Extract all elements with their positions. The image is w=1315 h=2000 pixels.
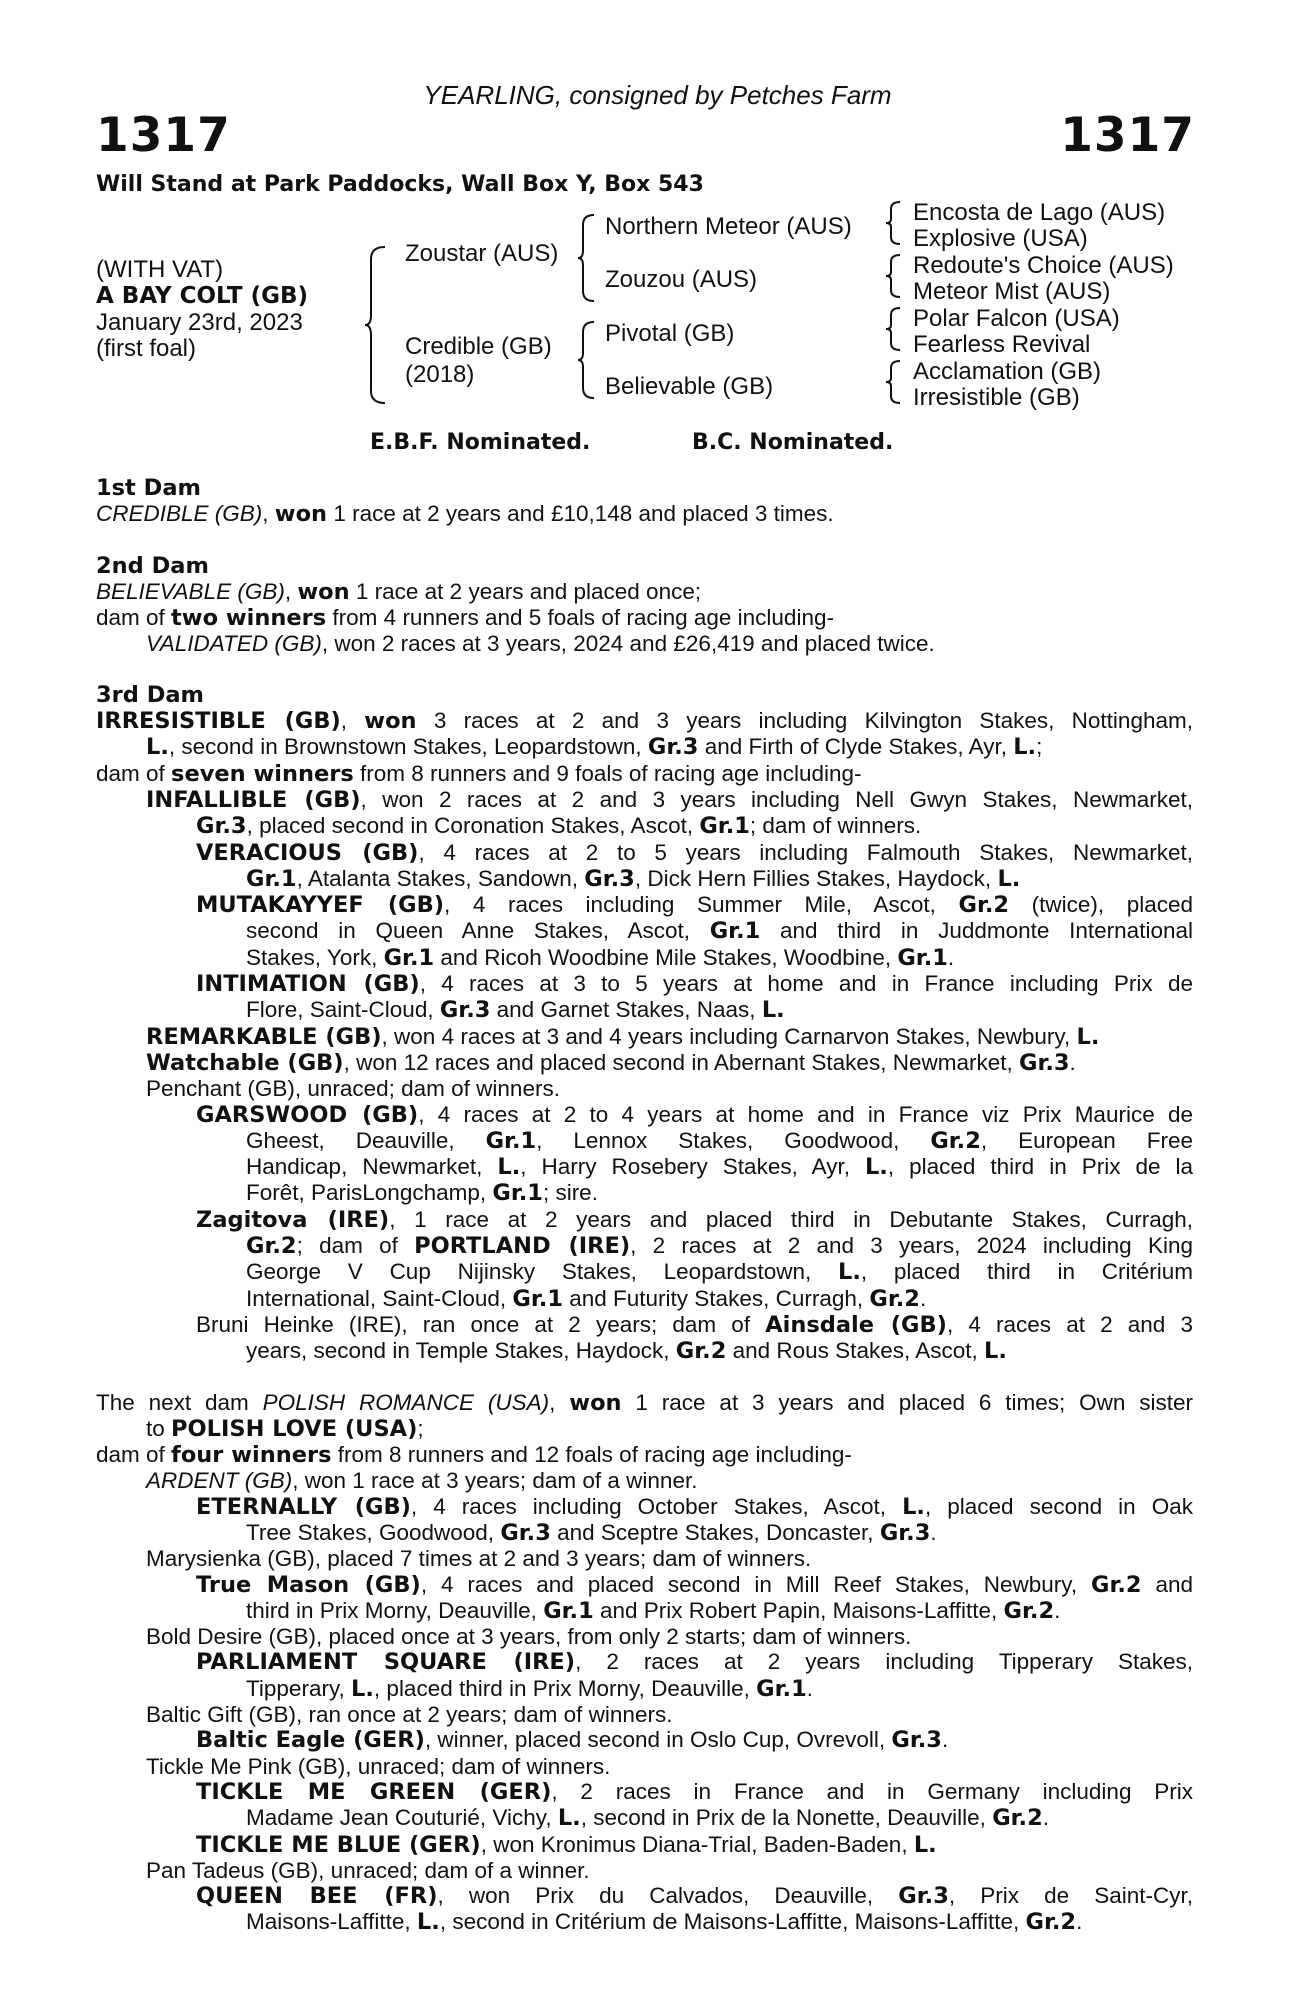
- text-run: to: [146, 1415, 172, 1441]
- text-run: .: [947, 944, 955, 970]
- text-run: and Garnet Stakes, Naas,: [490, 997, 762, 1023]
- bold-text: Baltic Eagle (GER): [196, 1727, 425, 1754]
- text-run: 3 races at 2 and 3 years including Kilvington Stakes, Nottingham,: [416, 708, 1193, 734]
- bold-text: seven winners: [171, 760, 354, 787]
- text-run: , second in Prix de la Nonette, Deauville,: [580, 1805, 993, 1831]
- bold-text: Gr.1: [699, 813, 750, 840]
- pedigree-brace-g3-2: [886, 253, 904, 299]
- text-run: .: [1076, 1909, 1083, 1935]
- pedigree-brace-dam: [578, 320, 600, 400]
- bold-text: L.: [761, 997, 785, 1024]
- body-line: [96, 1754, 1193, 1779]
- pedigree-dam-dam: Believable (GB): [605, 373, 774, 400]
- paragraph-gap: [96, 528, 1193, 553]
- section-title: 3rd Dam: [96, 681, 204, 708]
- catalogue-body: [96, 475, 1193, 1936]
- pedigree-g3-2: Explosive (USA): [913, 225, 1088, 252]
- text-run: Bruni Heinke (IRE), ran once at 2 years; dam of: [196, 1311, 766, 1337]
- bold-text: Gr.2: [1025, 1909, 1077, 1936]
- text-run: ,: [262, 501, 275, 527]
- body-line: [96, 708, 1193, 734]
- text-run: , placed third in Prix de la: [887, 1154, 1193, 1180]
- text-run: , winner, placed second in Oslo Cup, Ovrevoll,: [424, 1727, 892, 1753]
- text-run: , Dick Hern Fillies Stakes, Haydock,: [634, 865, 998, 891]
- bold-text: Gr.1: [543, 1597, 594, 1624]
- text-run: ;: [417, 1415, 424, 1441]
- pedigree-g3-8: Irresistible (GB): [913, 384, 1080, 411]
- text-run: , placed third in Critérium: [860, 1259, 1194, 1285]
- body-line: [96, 813, 1193, 839]
- text-run: 1 race at 2 years and placed once;: [349, 578, 702, 604]
- bold-text: MUTAKAYYEF (GB): [196, 892, 445, 919]
- pedigree-brace-g3-4: [886, 359, 904, 405]
- bold-text: four winners: [171, 1442, 332, 1469]
- text-run: , won Prix du Calvados, Deauville,: [437, 1883, 899, 1909]
- body-line: [96, 1128, 1193, 1154]
- text-run: dam of: [96, 760, 172, 786]
- italic-text: ARDENT (GB): [146, 1468, 293, 1494]
- bold-text: True Mason (GB): [196, 1571, 421, 1598]
- body-line: [96, 579, 1193, 605]
- text-run: from 4 runners and 5 foals of racing age including-: [326, 605, 834, 631]
- text-run: , second in Brownstown Stakes, Leopardstown,: [168, 734, 648, 760]
- pedigree-dam-year: (2018): [405, 361, 475, 388]
- pedigree-dam: Credible (GB): [405, 333, 552, 360]
- section-title: 2nd Dam: [96, 552, 209, 579]
- text-run: Handicap, Newmarket,: [246, 1154, 498, 1180]
- section-heading: [96, 682, 1193, 708]
- body-line: [96, 1883, 1193, 1909]
- pedigree-sire-sire: Northern Meteor (AUS): [605, 213, 852, 240]
- body-line: [96, 734, 1193, 760]
- body-line: [96, 1624, 1193, 1649]
- text-run: Flore, Saint-Cloud,: [246, 997, 440, 1023]
- text-run: .: [1054, 1597, 1061, 1623]
- pedigree-g3-4: Meteor Mist (AUS): [913, 278, 1111, 305]
- bold-text: Gr.1: [897, 944, 948, 971]
- bold-text: L.: [351, 1675, 374, 1702]
- bold-text: PORTLAND (IRE): [414, 1233, 631, 1260]
- body-line: [96, 1858, 1193, 1883]
- text-run: Penchant (GB), unraced; dam of winners.: [146, 1076, 560, 1102]
- bold-text: Ainsdale (GB): [765, 1311, 947, 1338]
- bold-text: Gr.3: [439, 997, 491, 1024]
- body-line: [96, 1909, 1193, 1935]
- text-run: , won 1 race at 3 years; dam of a winner.: [292, 1468, 698, 1494]
- bold-text: L.: [864, 1154, 888, 1181]
- bold-text: REMARKABLE (GB): [146, 1023, 382, 1050]
- text-run: , 2 races at 2 years including Tipperary Stakes,: [575, 1649, 1194, 1675]
- text-run: 1 race at 2 years and £10,148 and placed 3 times.: [327, 501, 834, 527]
- bold-text: L.: [146, 734, 169, 761]
- text-run: second in Queen Anne Stakes, Ascot,: [246, 918, 710, 944]
- bc-nomination: B.C. Nominated.: [692, 430, 894, 455]
- text-run: Pan Tadeus (GB), unraced; dam of a winner.: [146, 1857, 590, 1883]
- body-line: [96, 1702, 1193, 1727]
- body-line: [96, 1050, 1193, 1076]
- lot-number-right: 1317: [1060, 108, 1195, 163]
- bold-text: Gr.3: [1018, 1049, 1070, 1076]
- text-run: and third in Juddmonte International: [760, 918, 1193, 944]
- text-run: 1 race at 3 years and placed 6 times; Own sister: [621, 1389, 1193, 1415]
- bold-text: L.: [913, 1831, 937, 1858]
- body-line: [96, 945, 1193, 971]
- body-line: [96, 1024, 1193, 1050]
- pedigree-g3-6: Fearless Revival: [913, 331, 1091, 358]
- text-run: , won 4 races at 3 and 4 years including Carnarvon Stakes, Newbury,: [381, 1023, 1077, 1049]
- pedigree-brace-g3-1: [886, 200, 904, 246]
- section-title: 1st Dam: [96, 475, 201, 501]
- body-line: [96, 1727, 1193, 1753]
- pedigree-brace-g3-3: [886, 306, 904, 352]
- text-run: dam of: [96, 605, 172, 631]
- text-run: from 8 runners and 12 foals of racing age including-: [331, 1442, 852, 1468]
- vat-note: (WITH VAT): [96, 256, 224, 283]
- body-line: [96, 1598, 1193, 1624]
- text-run: The next dam: [96, 1389, 263, 1415]
- body-line: [96, 918, 1193, 944]
- section-heading: [96, 475, 1193, 501]
- text-run: , 4 races and placed second in Mill Reef Stakes, Newbury,: [420, 1571, 1091, 1597]
- body-line: [96, 1832, 1193, 1858]
- text-run: , 4 races at 2 and 3: [946, 1311, 1193, 1337]
- bold-text: Gr.3: [647, 734, 699, 761]
- body-line: [96, 892, 1193, 918]
- text-run: , won 2 races at 3 years, 2024 and £26,419 and placed twice.: [321, 631, 935, 657]
- bold-text: Gr.3: [196, 813, 247, 840]
- bold-text: Gr.2: [1091, 1571, 1142, 1598]
- bold-text: won: [569, 1389, 622, 1416]
- text-run: , Atalanta Stakes, Sandown,: [296, 865, 585, 891]
- text-run: , won Kronimus Diana-Trial, Baden-Baden,: [480, 1831, 914, 1857]
- text-run: George V Cup Nijinsky Stakes, Leopardstown,: [246, 1259, 839, 1285]
- lot-number-left: 1317: [96, 108, 231, 163]
- text-run: Baltic Gift (GB), ran once at 2 years; dam of winners.: [146, 1702, 673, 1728]
- bold-text: Gr.1: [512, 1285, 563, 1312]
- body-line: [96, 1442, 1193, 1468]
- bold-text: TICKLE ME BLUE (GER): [196, 1831, 481, 1858]
- text-run: , won 12 races and placed second in Abernant Stakes, Newmarket,: [343, 1049, 1019, 1075]
- bold-text: Gr.3: [879, 1519, 931, 1546]
- text-run: , Harry Rosebery Stakes, Ayr,: [520, 1154, 865, 1180]
- text-run: , European Free: [980, 1127, 1193, 1153]
- bold-text: IRRESISTIBLE (GB): [96, 708, 341, 735]
- bold-text: GARSWOOD (GB): [196, 1101, 419, 1128]
- bold-text: Zagitova (IRE): [196, 1206, 390, 1233]
- body-line: [96, 761, 1193, 787]
- stand-location: Will Stand at Park Paddocks, Wall Box Y, Box 543: [96, 172, 704, 197]
- bold-text: Gr.2: [869, 1285, 920, 1312]
- bold-text: L.: [1076, 1023, 1100, 1050]
- text-run: Forêt, ParisLongchamp,: [246, 1180, 493, 1206]
- pedigree-g3-3: Redoute's Choice (AUS): [913, 252, 1174, 279]
- text-run: ; dam of winners.: [749, 813, 922, 839]
- text-run: and Rous Stakes, Ascot,: [726, 1338, 984, 1364]
- pedigree-g3-1: Encosta de Lago (AUS): [913, 199, 1166, 226]
- body-line: [96, 1546, 1193, 1571]
- horse-name: A BAY COLT (GB): [96, 283, 309, 309]
- text-run: ; sire.: [542, 1180, 598, 1206]
- body-line: [96, 971, 1193, 997]
- italic-text: CREDIBLE (GB): [96, 501, 263, 527]
- bold-text: TICKLE ME GREEN (GER): [196, 1778, 552, 1805]
- text-run: ;: [1036, 734, 1043, 760]
- body-line: [96, 1805, 1193, 1831]
- text-run: , 1 race at 2 years and placed third in Debutante Stakes, Curragh,: [389, 1206, 1193, 1232]
- text-run: .: [941, 1727, 949, 1753]
- body-line: [96, 1259, 1193, 1285]
- text-run: and Ricoh Woodbine Mile Stakes, Woodbine,: [434, 944, 898, 970]
- text-run: from 8 runners and 9 foals of racing age including-: [353, 760, 862, 786]
- body-line: [96, 1468, 1193, 1493]
- paragraph-gap: [96, 1365, 1193, 1390]
- bold-text: INFALLIBLE (GB): [146, 786, 361, 813]
- text-run: Marysienka (GB), placed 7 times at 2 and 3 years; dam of winners.: [146, 1546, 812, 1572]
- text-run: , 4 races at 3 to 5 years at home and in France including Prix de: [419, 971, 1193, 997]
- text-run: and Firth of Clyde Stakes, Ayr,: [698, 734, 1014, 760]
- text-run: ,: [340, 708, 365, 734]
- text-run: and Prix Robert Papin, Maisons-Laffitte,: [593, 1597, 1004, 1623]
- text-run: International, Saint-Cloud,: [246, 1285, 513, 1311]
- ebf-nomination: E.B.F. Nominated.: [370, 430, 591, 455]
- bold-text: L.: [557, 1805, 581, 1832]
- body-line: [96, 866, 1193, 892]
- pedigree-sire: Zoustar (AUS): [405, 240, 559, 267]
- pedigree-brace-sire: [578, 213, 600, 303]
- bold-text: Gr.3: [500, 1519, 551, 1546]
- pedigree-g3-5: Polar Falcon (USA): [913, 305, 1120, 332]
- italic-text: BELIEVABLE (GB): [96, 578, 285, 604]
- body-line: [96, 997, 1193, 1023]
- text-run: , 4 races including October Stakes, Ascot,: [410, 1493, 903, 1519]
- consignment-header: YEARLING, consigned by Petches Farm: [423, 80, 892, 110]
- text-run: ,: [549, 1389, 570, 1415]
- text-run: .: [1042, 1805, 1050, 1831]
- italic-text: POLISH ROMANCE (USA): [262, 1389, 550, 1415]
- body-line: [96, 1286, 1193, 1312]
- pedigree-brace-main: [365, 245, 395, 405]
- text-run: .: [930, 1519, 937, 1545]
- text-run: .: [919, 1285, 927, 1311]
- bold-text: Watchable (GB): [146, 1049, 344, 1076]
- bold-text: Gr.2: [958, 892, 1010, 919]
- pedigree-g3-7: Acclamation (GB): [913, 358, 1102, 385]
- text-run: years, second in Temple Stakes, Haydock,: [246, 1338, 676, 1364]
- body-line: [96, 1180, 1193, 1206]
- text-run: , 4 races including Summer Mile, Ascot,: [444, 892, 959, 918]
- text-run: (twice), placed: [1009, 892, 1194, 918]
- body-line: [96, 1154, 1193, 1180]
- text-run: Bold Desire (GB), placed once at 3 years, from only 2 starts; dam of winners.: [146, 1624, 912, 1650]
- bold-text: VERACIOUS (GB): [196, 839, 419, 866]
- bold-text: Gr.2: [675, 1338, 727, 1365]
- body-line: [96, 1338, 1193, 1364]
- body-line: [96, 1649, 1193, 1675]
- bold-text: Gr.1: [383, 944, 435, 971]
- italic-text: VALIDATED (GB): [146, 631, 322, 657]
- body-line: [96, 1233, 1193, 1259]
- bold-text: L.: [997, 865, 1021, 892]
- text-run: , Prix de Saint-Cyr,: [948, 1883, 1193, 1909]
- body-line: [96, 840, 1193, 866]
- text-run: , won 2 races at 2 and 3 years including Nell Gwyn Stakes, Newmarket,: [360, 786, 1193, 812]
- body-line: [96, 631, 1193, 656]
- bold-text: won: [364, 708, 417, 735]
- pedigree-dam-sire: Pivotal (GB): [605, 320, 735, 347]
- body-line: [96, 1207, 1193, 1233]
- text-run: ,: [284, 578, 298, 604]
- bold-text: Gr.1: [492, 1180, 543, 1207]
- bold-text: Gr.1: [756, 1675, 807, 1702]
- text-run: , placed third in Prix Morny, Deauville,: [373, 1675, 757, 1701]
- text-run: .: [1069, 1049, 1076, 1075]
- body-line: [96, 501, 1193, 527]
- text-run: Stakes, York,: [246, 944, 384, 970]
- body-line: [96, 1102, 1193, 1128]
- text-run: .: [806, 1675, 813, 1701]
- bold-text: Gr.1: [246, 865, 297, 892]
- bold-text: Gr.3: [584, 865, 635, 892]
- bold-text: won: [297, 578, 350, 605]
- bold-text: PARLIAMENT SQUARE (IRE): [196, 1649, 576, 1676]
- body-line: [96, 1312, 1193, 1338]
- text-run: and: [1141, 1571, 1193, 1597]
- bold-text: L.: [984, 1338, 1007, 1365]
- body-line: [96, 1676, 1193, 1702]
- bold-text: POLISH LOVE (USA): [171, 1415, 418, 1442]
- body-line: [96, 1572, 1193, 1598]
- text-run: dam of: [96, 1442, 172, 1468]
- text-run: Gheest, Deauville,: [246, 1127, 486, 1153]
- foal-note: (first foal): [96, 335, 197, 362]
- text-run: , second in Critérium de Maisons-Laffitte, Maisons-Laffitte,: [439, 1909, 1026, 1935]
- bold-text: Gr.1: [485, 1127, 537, 1154]
- bold-text: Gr.1: [709, 918, 761, 945]
- text-run: and Sceptre Stakes, Doncaster,: [550, 1519, 880, 1545]
- text-run: Tipperary,: [246, 1675, 352, 1701]
- bold-text: Gr.3: [898, 1883, 949, 1910]
- pedigree-sire-dam: Zouzou (AUS): [605, 266, 758, 293]
- bold-text: won: [274, 501, 328, 528]
- bold-text: INTIMATION (GB): [196, 971, 420, 998]
- text-run: , placed second in Oak: [924, 1493, 1193, 1519]
- bold-text: Gr.3: [891, 1727, 942, 1754]
- bold-text: QUEEN BEE (FR): [196, 1883, 438, 1910]
- body-line: [96, 1390, 1193, 1416]
- body-line: [96, 1416, 1193, 1442]
- text-run: Maisons-Laffitte,: [246, 1909, 417, 1935]
- bold-text: L.: [497, 1154, 521, 1181]
- body-line: [96, 1520, 1193, 1546]
- body-line: [96, 605, 1193, 631]
- bold-text: Gr.2: [246, 1233, 297, 1260]
- section-heading: [96, 553, 1193, 579]
- body-line: [96, 1779, 1193, 1805]
- text-run: Tickle Me Pink (GB), unraced; dam of winners.: [146, 1753, 611, 1779]
- foaling-date: January 23rd, 2023: [96, 309, 303, 336]
- text-run: , placed second in Coronation Stakes, Ascot,: [246, 813, 700, 839]
- bold-text: L.: [838, 1259, 861, 1286]
- bold-text: Gr.2: [1003, 1597, 1055, 1624]
- text-run: Madame Jean Couturié, Vichy,: [246, 1805, 558, 1831]
- bold-text: L.: [1013, 734, 1037, 761]
- text-run: , Lennox Stakes, Goodwood,: [536, 1127, 931, 1153]
- bold-text: ETERNALLY (GB): [196, 1493, 411, 1520]
- text-run: Tree Stakes, Goodwood,: [246, 1519, 501, 1545]
- bold-text: two winners: [171, 605, 327, 632]
- text-run: , 4 races at 2 to 4 years at home and in France viz Prix Maurice de: [418, 1101, 1193, 1127]
- body-line: [96, 1494, 1193, 1520]
- bold-text: L.: [902, 1493, 925, 1520]
- text-run: third in Prix Morny, Deauville,: [246, 1597, 544, 1623]
- text-run: , 4 races at 2 to 5 years including Falmouth Stakes, Newmarket,: [418, 839, 1193, 865]
- text-run: , 2 races at 2 and 3 years, 2024 including King: [630, 1233, 1193, 1259]
- bold-text: L.: [416, 1909, 440, 1936]
- paragraph-gap: [96, 657, 1193, 682]
- text-run: and Futurity Stakes, Curragh,: [562, 1285, 870, 1311]
- bold-text: Gr.2: [930, 1127, 981, 1154]
- body-line: [96, 1076, 1193, 1101]
- text-run: ; dam of: [296, 1233, 415, 1259]
- text-run: , 2 races in France and in Germany including Prix: [551, 1778, 1193, 1804]
- bold-text: Gr.2: [992, 1805, 1043, 1832]
- body-line: [96, 787, 1193, 813]
